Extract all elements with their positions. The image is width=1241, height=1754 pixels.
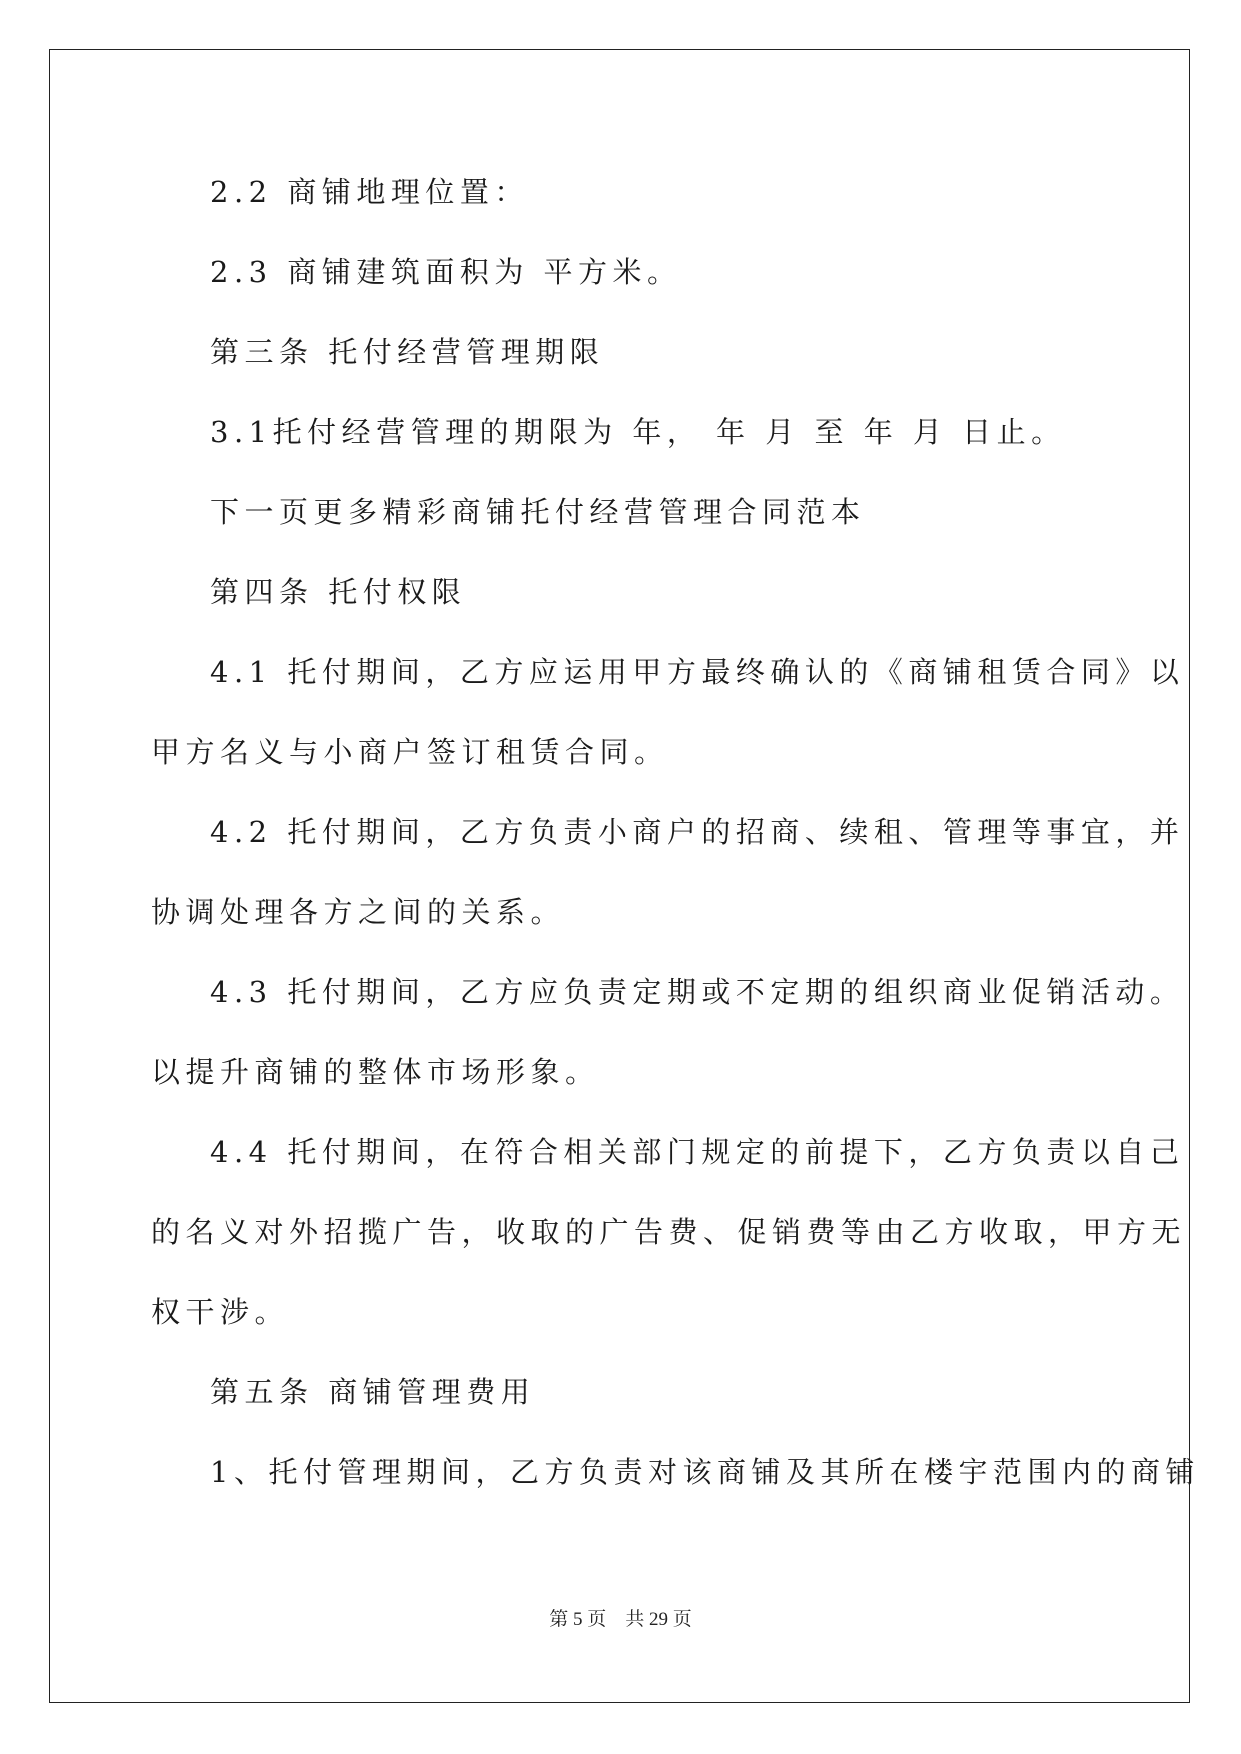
clause-3-1: 3.1托付经营管理的期限为 年， 年 月 至 年 月 日止。 — [210, 415, 1066, 449]
clause-2-3: 2.3 商铺建筑面积为 平方米。 — [210, 255, 682, 289]
clause-5-1-line-1: 1、托付管理期间，乙方负责对该商铺及其所在楼宇范围内的商铺 — [210, 1455, 1200, 1489]
clause-4-2-line-1: 4.2 托付期间，乙方负责小商户的招商、续租、管理等事宜，并 — [210, 815, 1185, 849]
page-number-footer: 第 5 页 共 29 页 — [549, 1609, 692, 1630]
clause-4-2-line-2: 协调处理各方之间的关系。 — [151, 895, 566, 929]
article-3-heading: 第三条 托付经营管理期限 — [210, 335, 605, 369]
article-4-heading: 第四条 托付权限 — [210, 575, 467, 609]
clause-4-1-line-2: 甲方名义与小商户签订租赁合同。 — [151, 735, 669, 769]
clause-4-3-line-2: 以提升商铺的整体市场形象。 — [151, 1055, 600, 1089]
clause-2-2: 2.2 商铺地理位置： — [210, 175, 529, 209]
article-5-heading: 第五条 商铺管理费用 — [210, 1375, 536, 1409]
next-page-note: 下一页更多精彩商铺托付经营管理合同范本 — [210, 495, 866, 529]
clause-4-4-line-3: 权干涉。 — [151, 1295, 290, 1329]
clause-4-4-line-2: 的名义对外招揽广告，收取的广告费、促销费等由乙方收取，甲方无 — [151, 1215, 1187, 1249]
clause-4-1-line-1: 4.1 托付期间，乙方应运用甲方最终确认的《商铺租赁合同》以 — [210, 655, 1185, 689]
clause-4-4-line-1: 4.4 托付期间，在符合相关部门规定的前提下，乙方负责以自己 — [210, 1135, 1185, 1169]
clause-4-3-line-1: 4.3 托付期间，乙方应负责定期或不定期的组织商业促销活动。 — [210, 975, 1185, 1009]
